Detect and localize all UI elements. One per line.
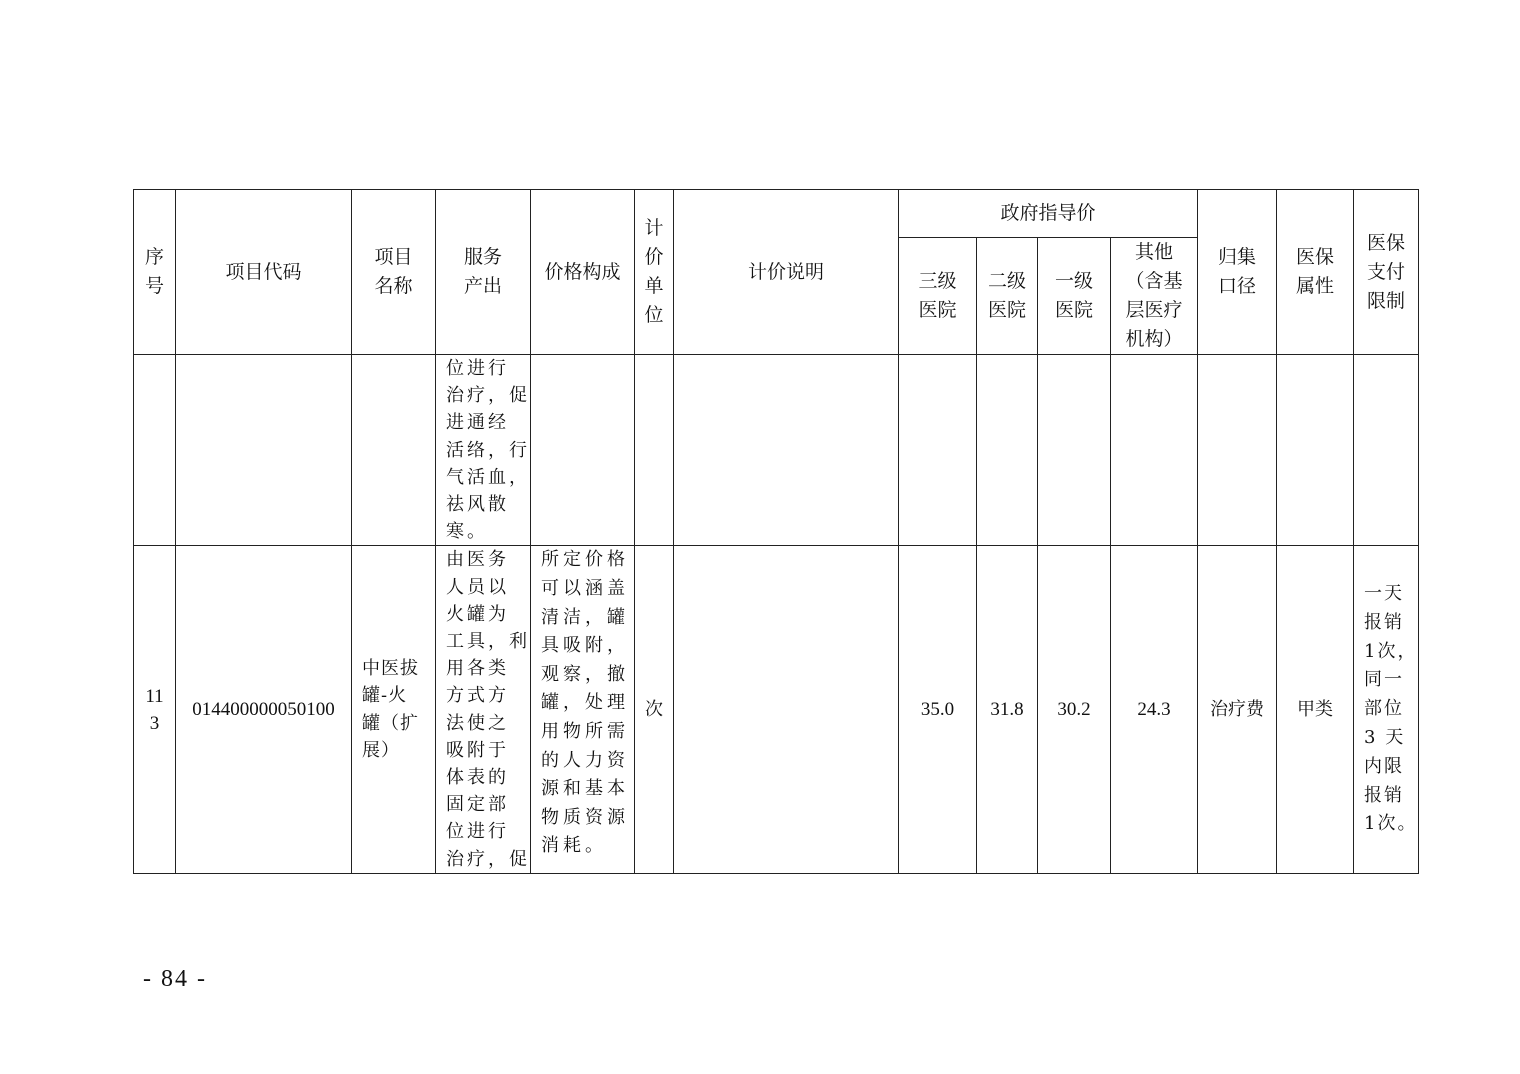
cell-category: 治疗费 <box>1198 546 1277 873</box>
cell-other: 24.3 <box>1111 546 1198 873</box>
header-seq: 序 号 <box>134 190 176 355</box>
cell-note <box>674 355 899 546</box>
header-name: 项目 名称 <box>352 190 436 355</box>
cell-output: 位进行 治疗，促 进通经 活络，行 气活血， 祛风散 寒。 <box>436 355 531 546</box>
cell-output: 由医务 人员以 火罐为 工具，利 用各类 方式方 法使之 吸附于 体表的 固定部 位进行 治疗，促 <box>436 546 531 873</box>
header-composition: 价格构成 <box>531 190 635 355</box>
table-row <box>134 546 1419 873</box>
cell-note <box>674 546 899 873</box>
cell-level3 <box>899 355 977 546</box>
cell-code: 014400000050100 <box>176 546 352 873</box>
cell-level1 <box>1038 355 1111 546</box>
header-limit: 医保 支付 限制 <box>1354 190 1419 355</box>
cell-composition <box>531 355 635 546</box>
cell-category <box>1198 355 1277 546</box>
cell-seq <box>134 355 176 546</box>
header-unit: 计 价 单 位 <box>635 190 674 355</box>
cell-composition: 所定价格 可以涵盖 清洁，罐 具吸附， 观察，撤 罐，处理 用物所需 的人力资 源和基本 物质资源 消耗。 <box>531 546 635 873</box>
cell-limit: 一天 报销 1次， 同一 部位 3 天 内限 报销 1次。 <box>1354 546 1419 873</box>
header-other: 其他 （含基 层医疗 机构） <box>1111 238 1198 355</box>
cell-level3: 35.0 <box>899 546 977 873</box>
header-output: 服务 产出 <box>436 190 531 355</box>
cell-level2: 31.8 <box>977 546 1038 873</box>
cell-insurance-type <box>1277 355 1354 546</box>
cell-name: 中医拔 罐-火 罐（扩 展） <box>352 546 436 873</box>
cell-level2 <box>977 355 1038 546</box>
header-insurance-type: 医保 属性 <box>1277 190 1354 355</box>
cell-other <box>1111 355 1198 546</box>
header-level1: 一级 医院 <box>1038 238 1111 355</box>
table-row <box>134 355 1419 546</box>
cell-code <box>176 355 352 546</box>
cell-unit: 次 <box>635 546 674 873</box>
header-level2: 二级 医院 <box>977 238 1038 355</box>
price-table <box>133 189 1419 874</box>
header-gov-price: 政府指导价 <box>899 190 1198 238</box>
cell-unit <box>635 355 674 546</box>
header-code: 项目代码 <box>176 190 352 355</box>
cell-level1: 30.2 <box>1038 546 1111 873</box>
header-category: 归集 口径 <box>1198 190 1277 355</box>
cell-insurance-type: 甲类 <box>1277 546 1354 873</box>
cell-seq: 11 3 <box>134 546 176 873</box>
header-note: 计价说明 <box>674 190 899 355</box>
cell-name <box>352 355 436 546</box>
cell-limit <box>1354 355 1419 546</box>
page-number: - 84 - <box>143 966 207 992</box>
header-level3: 三级 医院 <box>899 238 977 355</box>
